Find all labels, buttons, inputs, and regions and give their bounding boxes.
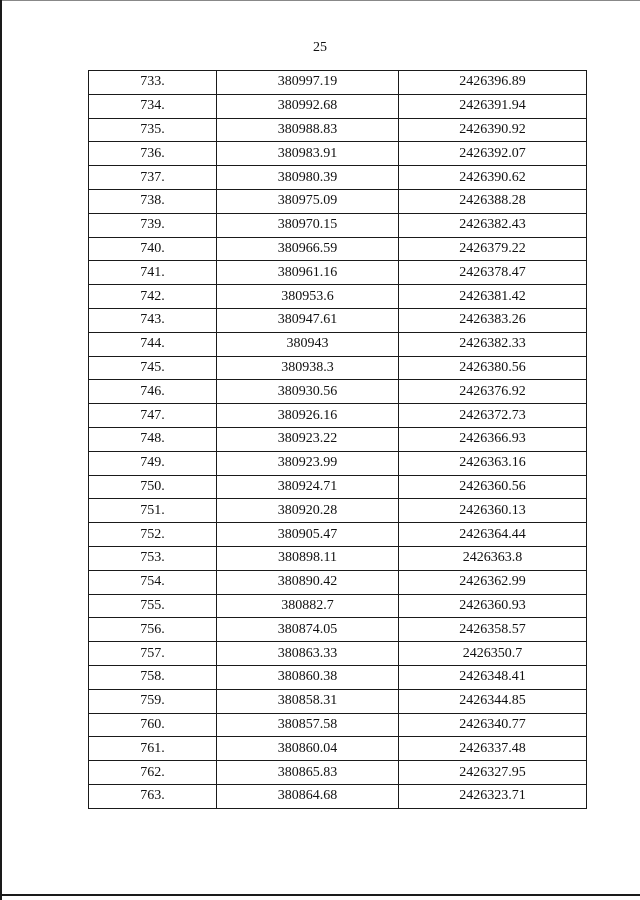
coordinates-table-body: [89, 71, 587, 809]
y-coordinate-cell: 2426396.89: [399, 71, 587, 95]
table-row: [89, 427, 587, 451]
table-row: [89, 451, 587, 475]
x-coordinate-cell: 380983.91: [217, 142, 399, 166]
x-coordinate-cell: 380898.11: [217, 546, 399, 570]
table-row: [89, 642, 587, 666]
point-number-cell: 736.: [89, 142, 217, 166]
table-row: [89, 689, 587, 713]
y-coordinate-cell: 2426380.56: [399, 356, 587, 380]
y-coordinate-cell: 2426364.44: [399, 523, 587, 547]
point-number-cell: 749.: [89, 451, 217, 475]
y-coordinate-cell: 2426382.43: [399, 213, 587, 237]
point-number-cell: 752.: [89, 523, 217, 547]
x-coordinate-cell: 380858.31: [217, 689, 399, 713]
table-row: [89, 237, 587, 261]
point-number-cell: 739.: [89, 213, 217, 237]
point-number-cell: 747.: [89, 404, 217, 428]
x-coordinate-cell: 380992.68: [217, 94, 399, 118]
y-coordinate-cell: 2426381.42: [399, 285, 587, 309]
table-row: [89, 332, 587, 356]
point-number-cell: 762.: [89, 761, 217, 785]
x-coordinate-cell: 380980.39: [217, 166, 399, 190]
y-coordinate-cell: 2426363.8: [399, 546, 587, 570]
table-row: [89, 166, 587, 190]
table-row: [89, 285, 587, 309]
point-number-cell: 746.: [89, 380, 217, 404]
x-coordinate-cell: 380997.19: [217, 71, 399, 95]
coordinates-table: [88, 70, 587, 809]
table-row: [89, 761, 587, 785]
table-row: [89, 784, 587, 808]
table-row: [89, 71, 587, 95]
page-left-edge: [0, 0, 2, 900]
x-coordinate-cell: 380975.09: [217, 189, 399, 213]
y-coordinate-cell: 2426372.73: [399, 404, 587, 428]
x-coordinate-cell: 380920.28: [217, 499, 399, 523]
x-coordinate-cell: 380970.15: [217, 213, 399, 237]
point-number-cell: 744.: [89, 332, 217, 356]
y-coordinate-cell: 2426378.47: [399, 261, 587, 285]
x-coordinate-cell: 380864.68: [217, 784, 399, 808]
x-coordinate-cell: 380943: [217, 332, 399, 356]
point-number-cell: 734.: [89, 94, 217, 118]
y-coordinate-cell: 2426376.92: [399, 380, 587, 404]
table-row: [89, 475, 587, 499]
point-number-cell: 761.: [89, 737, 217, 761]
table-row: [89, 594, 587, 618]
table-row: [89, 118, 587, 142]
point-number-cell: 740.: [89, 237, 217, 261]
point-number-cell: 756.: [89, 618, 217, 642]
y-coordinate-cell: 2426362.99: [399, 570, 587, 594]
y-coordinate-cell: 2426348.41: [399, 665, 587, 689]
point-number-cell: 735.: [89, 118, 217, 142]
table-row: [89, 546, 587, 570]
y-coordinate-cell: 2426327.95: [399, 761, 587, 785]
y-coordinate-cell: 2426379.22: [399, 237, 587, 261]
x-coordinate-cell: 380924.71: [217, 475, 399, 499]
x-coordinate-cell: 380923.99: [217, 451, 399, 475]
x-coordinate-cell: 380961.16: [217, 261, 399, 285]
point-number-cell: 750.: [89, 475, 217, 499]
table-row: [89, 737, 587, 761]
point-number-cell: 758.: [89, 665, 217, 689]
point-number-cell: 733.: [89, 71, 217, 95]
y-coordinate-cell: 2426382.33: [399, 332, 587, 356]
point-number-cell: 755.: [89, 594, 217, 618]
x-coordinate-cell: 380926.16: [217, 404, 399, 428]
table-row: [89, 356, 587, 380]
table-row: [89, 404, 587, 428]
y-coordinate-cell: 2426391.94: [399, 94, 587, 118]
table-row: [89, 142, 587, 166]
table-row: [89, 213, 587, 237]
y-coordinate-cell: 2426344.85: [399, 689, 587, 713]
point-number-cell: 741.: [89, 261, 217, 285]
y-coordinate-cell: 2426363.16: [399, 451, 587, 475]
table-row: [89, 308, 587, 332]
x-coordinate-cell: 380947.61: [217, 308, 399, 332]
x-coordinate-cell: 380860.04: [217, 737, 399, 761]
point-number-cell: 759.: [89, 689, 217, 713]
table-row: [89, 94, 587, 118]
y-coordinate-cell: 2426360.56: [399, 475, 587, 499]
y-coordinate-cell: 2426390.62: [399, 166, 587, 190]
x-coordinate-cell: 380882.7: [217, 594, 399, 618]
point-number-cell: 742.: [89, 285, 217, 309]
y-coordinate-cell: 2426340.77: [399, 713, 587, 737]
table-row: [89, 261, 587, 285]
table-row: [89, 713, 587, 737]
y-coordinate-cell: 2426337.48: [399, 737, 587, 761]
y-coordinate-cell: 2426388.28: [399, 189, 587, 213]
page-top-edge: [0, 0, 640, 1]
page-number: 25: [313, 40, 327, 55]
point-number-cell: 753.: [89, 546, 217, 570]
x-coordinate-cell: 380930.56: [217, 380, 399, 404]
x-coordinate-cell: 380923.22: [217, 427, 399, 451]
x-coordinate-cell: 380863.33: [217, 642, 399, 666]
table-row: [89, 189, 587, 213]
y-coordinate-cell: 2426390.92: [399, 118, 587, 142]
point-number-cell: 738.: [89, 189, 217, 213]
x-coordinate-cell: 380890.42: [217, 570, 399, 594]
x-coordinate-cell: 380865.83: [217, 761, 399, 785]
y-coordinate-cell: 2426350.7: [399, 642, 587, 666]
y-coordinate-cell: 2426360.13: [399, 499, 587, 523]
point-number-cell: 743.: [89, 308, 217, 332]
y-coordinate-cell: 2426323.71: [399, 784, 587, 808]
point-number-cell: 757.: [89, 642, 217, 666]
point-number-cell: 763.: [89, 784, 217, 808]
point-number-cell: 760.: [89, 713, 217, 737]
x-coordinate-cell: 380953.6: [217, 285, 399, 309]
table-row: [89, 380, 587, 404]
table-row: [89, 523, 587, 547]
point-number-cell: 745.: [89, 356, 217, 380]
point-number-cell: 737.: [89, 166, 217, 190]
y-coordinate-cell: 2426366.93: [399, 427, 587, 451]
x-coordinate-cell: 380905.47: [217, 523, 399, 547]
x-coordinate-cell: 380988.83: [217, 118, 399, 142]
x-coordinate-cell: 380857.58: [217, 713, 399, 737]
x-coordinate-cell: 380966.59: [217, 237, 399, 261]
y-coordinate-cell: 2426358.57: [399, 618, 587, 642]
y-coordinate-cell: 2426383.26: [399, 308, 587, 332]
y-coordinate-cell: 2426392.07: [399, 142, 587, 166]
page-bottom-edge: [0, 894, 640, 896]
y-coordinate-cell: 2426360.93: [399, 594, 587, 618]
point-number-cell: 751.: [89, 499, 217, 523]
table-row: [89, 665, 587, 689]
table-row: [89, 618, 587, 642]
x-coordinate-cell: 380860.38: [217, 665, 399, 689]
table-row: [89, 570, 587, 594]
point-number-cell: 748.: [89, 427, 217, 451]
x-coordinate-cell: 380874.05: [217, 618, 399, 642]
point-number-cell: 754.: [89, 570, 217, 594]
table-row: [89, 499, 587, 523]
x-coordinate-cell: 380938.3: [217, 356, 399, 380]
